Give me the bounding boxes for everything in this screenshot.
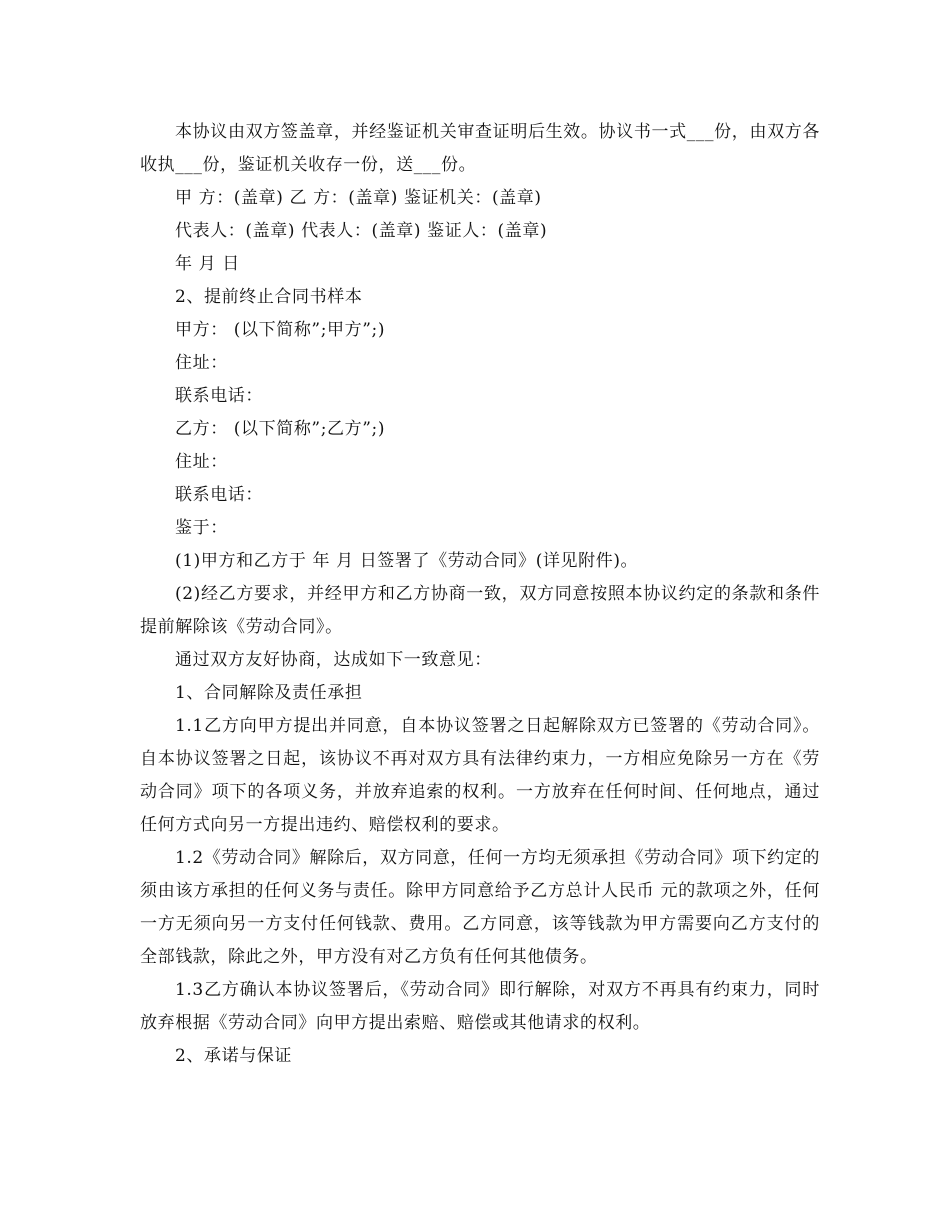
party-a-line: 甲方： (以下简称”;甲方”;) — [175, 320, 386, 340]
section-heading-commitments: 2、承诺与保证 — [175, 1046, 293, 1066]
party-a-address: 住址： — [175, 353, 228, 373]
whereas-heading: 鉴于： — [175, 518, 228, 538]
whereas-item-2: (2)经乙方要求，并经甲方和乙方协商一致，双方同意按照本协议约定的条款和条件提前解除该《劳动合同》。 — [140, 584, 820, 637]
clause-1-2: 1.2《劳动合同》解除后，双方同意，任何一方均无须承担《劳动合同》项下约定的须由该方承担的任何义务与责任。除甲方同意给予乙方总计人民币 元的款项之外，任何一方无须向另一方支付任何钱款、费用。乙方同意，该等钱款为甲方需要向乙方支付的全部钱款，除此之外，甲方没有对乙方负有任何其他债务。 — [140, 848, 820, 967]
document-body — [140, 116, 820, 1073]
signature-line-representatives: 代表人：(盖章) 代表人：(盖章) 鉴证人：(盖章) — [175, 221, 548, 241]
section-heading-termination: 1、合同解除及责任承担 — [175, 683, 363, 703]
clause-1-1: 1.1乙方向甲方提出并同意，自本协议签署之日起解除双方已签署的《劳动合同》。自本协议签署之日起，该协议不再对双方具有法律约束力，一方相应免除另一方在《劳动合同》项下的各项义务，并放弃追索的权利。一方放弃在任何时间、任何地点，通过任何方式向另一方提出违约、赔偿权利的要求。 — [140, 716, 820, 835]
date-line: 年 月 日 — [175, 254, 240, 274]
whereas-item-1: (1)甲方和乙方于 年 月 日签署了《劳动合同》(详见附件)。 — [175, 551, 639, 571]
signature-line-parties: 甲 方：(盖章) 乙 方：(盖章) 鉴证机关：(盖章) — [175, 188, 542, 208]
agreement-intro: 通过双方友好协商，达成如下一致意见： — [175, 650, 492, 670]
party-b-line: 乙方： (以下简称”;乙方”;) — [175, 419, 386, 439]
party-a-phone: 联系电话： — [175, 386, 263, 406]
section-heading-termination-sample: 2、提前终止合同书样本 — [175, 287, 363, 307]
clause-1-3: 1.3乙方确认本协议签署后，《劳动合同》即行解除，对双方不再具有约束力，同时放弃根据《劳动合同》向甲方提出索赔、赔偿或其他请求的权利。 — [140, 980, 820, 1033]
party-b-phone: 联系电话： — [175, 485, 263, 505]
paragraph-certification-clause: 本协议由双方签盖章，并经鉴证机关审查证明后生效。协议书一式___份，由双方各收执___份，鉴证机关收存一份，送___份。 — [140, 122, 820, 175]
party-b-address: 住址： — [175, 452, 228, 472]
